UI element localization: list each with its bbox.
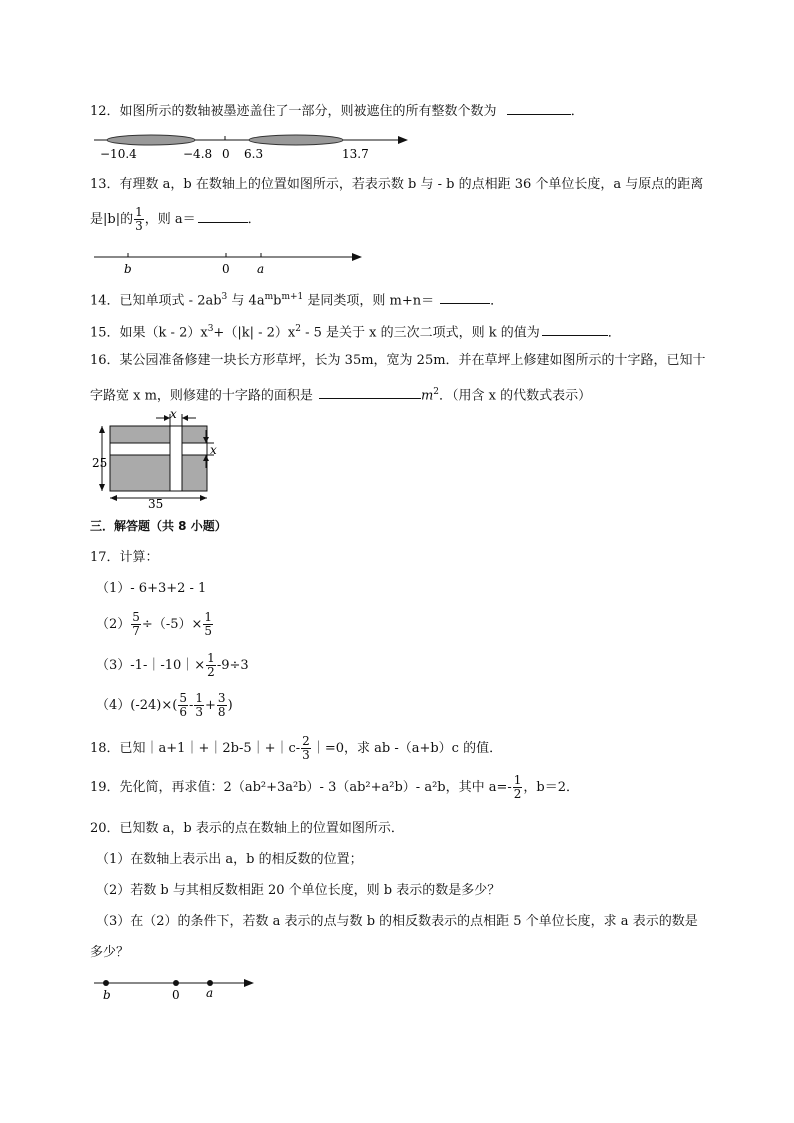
question-12: 12．如图所示的数轴被墨迹盖住了一部分，则被遮住的所有整数个数为 ． [90, 104, 584, 119]
tick-label: 6.3 [244, 147, 264, 161]
ink-blot-right [249, 135, 343, 145]
question-17-part3: （3）-1-｜-10｜× $\frac{1}{2}$ -9÷3 [96, 651, 249, 679]
tick-label: 13.7 [342, 147, 369, 161]
question-13-line2: 是|b|的 $\frac{1}{3}$ ，则 a＝ ． [90, 205, 261, 233]
fraction: $\frac{1}{3}$ [135, 205, 143, 233]
question-17-part1: （1）- 6+3+2 - 1 [96, 581, 207, 596]
question-20-part3: （3）在（2）的条件下，若数 a 表示的点与数 b 的相反数表示的点相距 5 个单位长度，求 a 表示的数是 [96, 914, 698, 929]
question-18: 18．已知｜a+1｜+｜2b-5｜+｜c- $\frac{2}{3}$ ｜=0，求 ab -（a+b）c 的值． [90, 734, 503, 762]
point-label-origin: 0 [172, 988, 180, 1002]
answer-blank [198, 210, 248, 223]
ink-blot-left [107, 135, 195, 145]
question-17-part4: （4）(-24)×( $\frac{5}{6}$ - $\frac{1}{3}$ + $\frac{3}{8}$ ) [96, 691, 233, 719]
point-label-a: a [257, 262, 265, 276]
tick-label: −4.8 [183, 147, 213, 161]
answer-blank [319, 386, 421, 399]
question-19: 19．先化简，再求值：2（ab²+3a²b）- 3（ab²+a²b）- a²b，其中 a=- $\frac{1}{2}$ ，b＝2． [90, 773, 580, 801]
lawn-length-label: 35 [148, 497, 164, 510]
answer-blank [542, 323, 608, 336]
question-20-part2: （2）若数 b 与其相反数相距 20 个单位长度，则 b 表示的数是多少？ [96, 883, 501, 898]
question-17-title: 17．计算： [90, 550, 159, 565]
point-label-b: b [103, 988, 111, 1002]
number-line-q20 [92, 972, 262, 1006]
question-14: 14．已知单项式 - $2ab^3$ 与 $4a^mb^{m+1}$ 是同类项，则 m+n＝ ． [90, 292, 504, 309]
road-width-label-top: x [170, 407, 177, 421]
number-line-q12 [92, 128, 412, 164]
point-label-b: b [124, 262, 132, 276]
point-b-dot [103, 980, 109, 986]
tick-label: −10.4 [100, 147, 137, 161]
point-label-origin: 0 [222, 262, 230, 276]
number-line-q13 [92, 246, 372, 280]
origin-dot [173, 980, 179, 986]
question-20-title: 20．已知数 a，b 表示的点在数轴上的位置如图所示． [90, 821, 404, 836]
question-15: 15．如果$(k - 2)x^3+(|k| - 2)x^2 - 5$ 是关于 x 的三次二项式，则 k 的值为 ． [90, 324, 621, 341]
question-16-line2: 字路宽 x m，则修建的十字路的面积是 $m^2$．（用含 x 的代数式表示） [90, 387, 592, 404]
point-label-a: a [206, 986, 214, 1000]
question-13-line1: 13．有理数 a，b 在数轴上的位置如图所示，若表示数 b 与 - b 的点相距 36 个单位长度，a 与原点的距离 [90, 177, 704, 192]
section-heading: 三．解答题（共 8 小题） [90, 519, 227, 533]
vertical-road [170, 426, 182, 491]
lawn-width-label: 25 [92, 456, 108, 470]
question-20-part3-cont: 多少？ [90, 945, 130, 960]
answer-blank [440, 291, 490, 304]
question-17-part2: （2） $\frac{5}{7}$ ÷（-5）× $\frac{1}{5}$ [96, 610, 213, 638]
lawn-cross-road-figure [90, 406, 230, 510]
tick-label: 0 [222, 147, 230, 161]
road-width-label-right: x [210, 443, 217, 457]
answer-blank [507, 102, 571, 115]
question-16-line1: 16．某公园准备修建一块长方形草坪，长为 35m，宽为 25m．并在草坪上修建如图所示的十字路，已知十 [90, 353, 706, 368]
horizontal-road [110, 443, 207, 455]
question-20-part1: （1）在数轴上表示出 a，b 的相反数的位置； [96, 852, 363, 867]
